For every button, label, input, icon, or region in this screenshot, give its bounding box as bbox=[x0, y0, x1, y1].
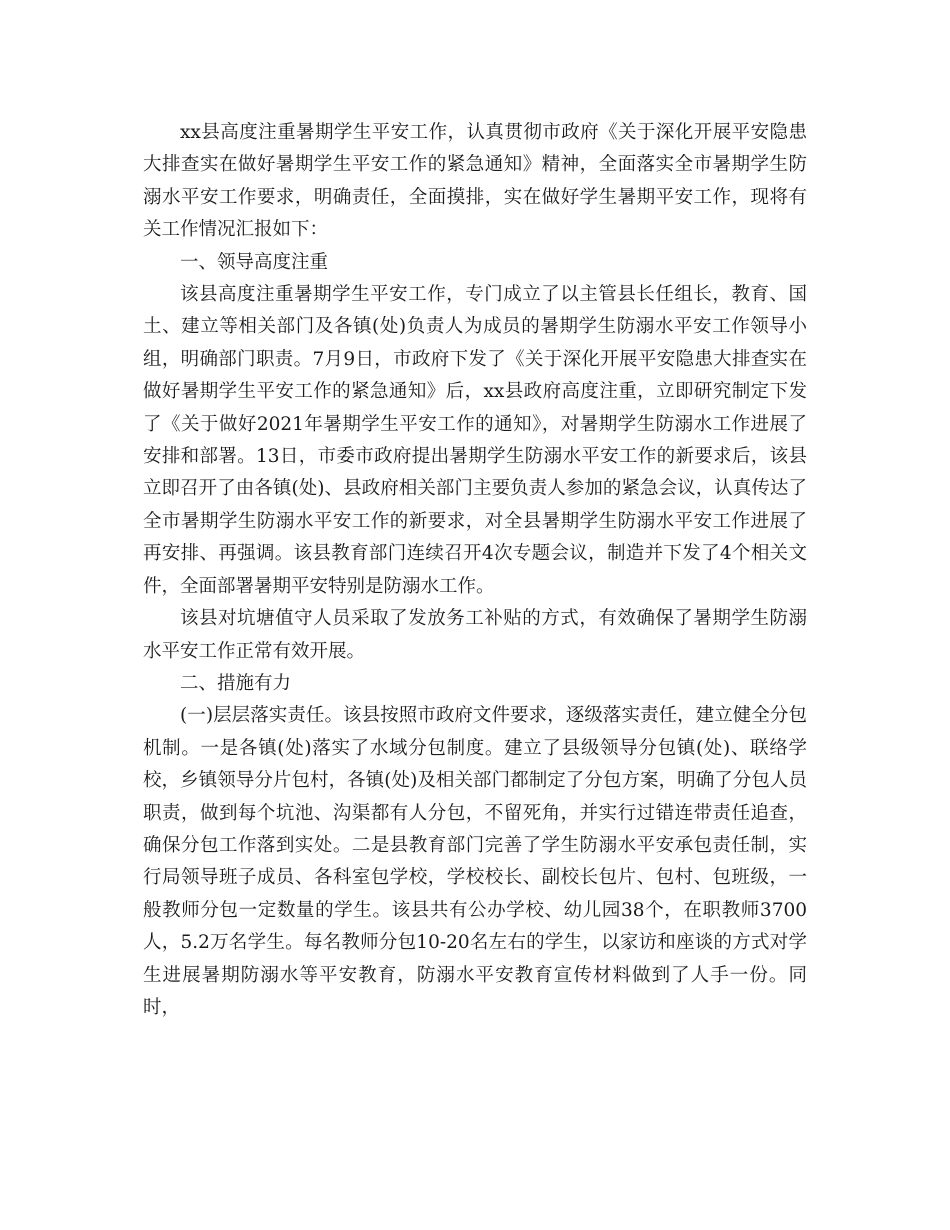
paragraph-subsidy: 该县对坑塘值守人员采取了发放务工补贴的方式，有效确保了暑期学生防溺水平安工作正常有效开展。 bbox=[143, 608, 807, 662]
section-heading-1: 一、领导高度注重 bbox=[180, 251, 329, 273]
document-body bbox=[143, 117, 807, 1024]
paragraph-leadership: 该县高度注重暑期学生平安工作，专门成立了以主管县长任组长，教育、国土、建立等相关部门及各镇(处)负责人为成员的暑期学生防溺水平安工作领导小组，明确部门职责。7月9日，市政府下发了《关于深化开展平安隐患大排查实在做好暑期学生平安工作的紧急通知》后，xx县政府高度注重，立即研究制定下发了《关于做好2021年暑期学生平安工作的通知》，对暑期学生防溺水工作进展了安排和部署。13日，市委市政府提出暑期学生防溺水平安工作的新要求后，该县立即召开了由各镇(处)、县政府相关部门主要负责人参加的紧急会议，认真传达了全市暑期学生防溺水平安工作的新要求，对全县暑期学生防溺水平安工作进展了再安排、再强调。该县教育部门连续召开4次专题会议，制造并下发了4个相关文件，全面部署暑期平安特别是防溺水工作。 bbox=[143, 284, 807, 597]
paragraph-responsibility: (一)层层落实责任。该县按照市政府文件要求，逐级落实责任，建立健全分包机制。一是各镇(处)落实了水域分包制度。建立了县级领导分包镇(处)、联络学校，乡镇领导分片包村，各镇(处)及相关部门都制定了分包方案，明确了分包人员职责，做到每个坑池、沟渠都有人分包，不留死角，并实行过错连带责任追查，确保分包工作落到实处。二是县教育部门完善了学生防溺水平安承包责任制，实行局领导班子成员、各科室包学校，学校校长、副校长包片、包村、包班级，一般教师分包一定数量的学生。该县共有公办学校、幼儿园38个，在职教师3700人，5.2万名学生。每名教师分包10-20名左右的学生，以家访和座谈的方式对学生进展暑期防溺水等平安教育，防溺水平安教育宣传材料做到了人手一份。同时， bbox=[143, 705, 807, 1018]
paragraph-intro: xx县高度注重暑期学生平安工作，认真贯彻市政府《关于深化开展平安隐患大排查实在做好暑期学生平安工作的紧急通知》精神，全面落实全市暑期学生防溺水平安工作要求，明确责任，全面摸排，实在做好学生暑期平安工作，现将有关工作情况汇报如下： bbox=[143, 122, 807, 241]
section-heading-2: 二、措施有力 bbox=[180, 672, 292, 694]
